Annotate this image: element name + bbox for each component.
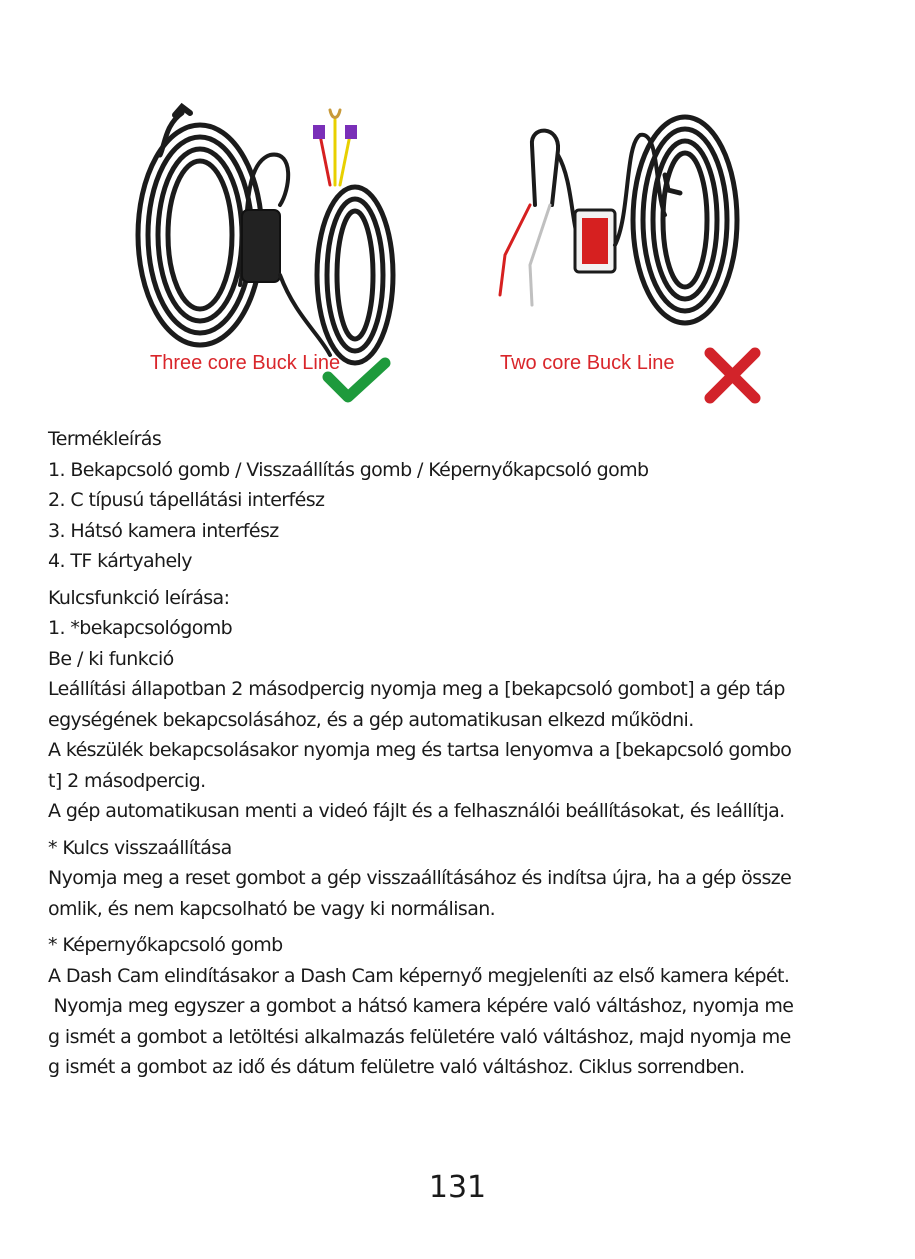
paragraph-line: A Dash Cam elindításakor a Dash Cam képernyő megjeleníti az első kamera képét. — [48, 964, 790, 987]
cross-icon — [710, 353, 755, 398]
paragraph-line: omlik, és nem kapcsolható be vagy ki normálisan. — [48, 897, 496, 920]
three-core-cable-image — [138, 107, 393, 363]
paragraph-line: g ismét a gombot az idő és dátum felületre való váltáshoz. Ciklus sorrendben. — [48, 1056, 745, 1078]
list-item: 4. TF kártyahely — [48, 550, 192, 572]
two-core-cable-image — [500, 117, 737, 323]
product-description-heading: Termékleírás — [48, 428, 162, 450]
power-button-title: 1. *bekapcsológomb — [48, 617, 233, 639]
paragraph-line: A készülék bekapcsolásakor nyomja meg és tartsa lenyomva a [bekapcsoló gombo — [48, 739, 792, 761]
paragraph-line: A gép automatikusan menti a videó fájlt és a felhasználói beállításokat, és leállítja. — [48, 800, 785, 822]
list-item: 1. Bekapcsoló gomb / Visszaállítás gomb / Képernyőkapcsoló gomb — [48, 458, 649, 481]
body-text — [48, 424, 848, 1083]
paragraph-line: g ismét a gombot a letöltési alkalmazás felületére való váltáshoz, majd nyomja me — [48, 1025, 791, 1048]
two-core-caption: Two core Buck Line — [500, 352, 675, 374]
paragraph-line: Nyomja meg egyszer a gombot a hátsó kamera képére való váltáshoz, nyomja me — [48, 995, 794, 1017]
three-core-caption: Three core Buck Line — [150, 352, 341, 374]
screen-button-title: * Képernyőkapcsoló gomb — [48, 934, 283, 956]
power-button-subtitle: Be / ki funkció — [48, 647, 174, 670]
list-item: 2. C típusú tápellátási interfész — [48, 489, 325, 511]
list-item: 3. Hátsó kamera interfész — [48, 519, 279, 542]
key-functions-heading: Kulcsfunkció leírása: — [48, 586, 230, 609]
paragraph-line: Nyomja meg a reset gombot a gép visszaállításához és indítsa újra, ha a gép össze — [48, 867, 792, 889]
paragraph-line: Leállítási állapotban 2 másodpercig nyomja meg a [bekapcsoló gombot] a gép táp — [48, 678, 785, 700]
paragraph-line: t] 2 másodpercig. — [48, 769, 206, 792]
reset-title: * Kulcs visszaállítása — [48, 836, 232, 859]
paragraph-line: egységének bekapcsolásához, és a gép automatikusan elkezd működni. — [48, 708, 694, 731]
page-number: 131 — [428, 1170, 487, 1205]
